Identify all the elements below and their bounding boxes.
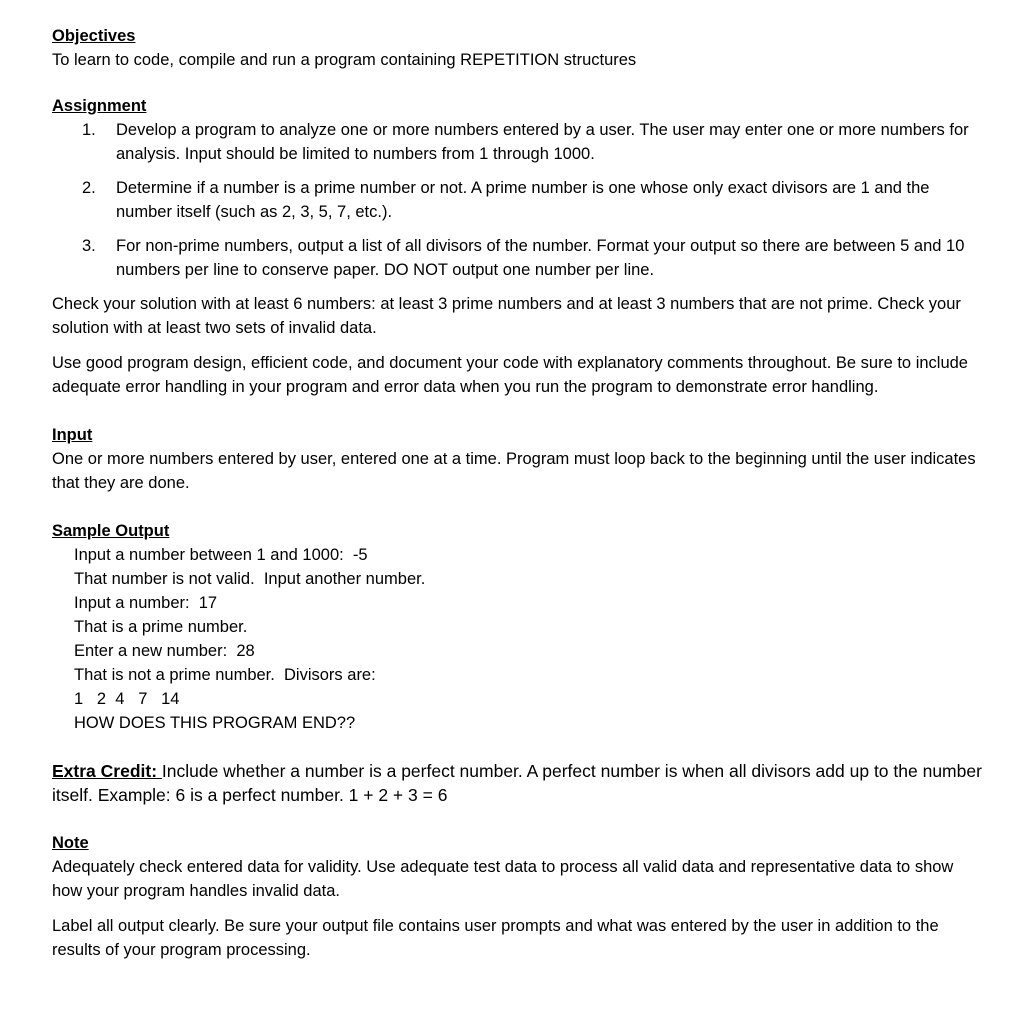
check-paragraph: Check your solution with at least 6 numbers: at least 3 prime numbers and at least 3 numbers that are not prime. Check your solution with at least two sets of invalid data. [52,295,961,337]
objectives-section [52,24,982,72]
assignment-item-number: 1. [82,121,96,139]
extra-credit-section [52,759,982,807]
assignment-document [52,24,982,962]
sample-output-line: HOW DOES THIS PROGRAM END?? [74,714,356,732]
extra-credit-text: Include whether a number is a perfect number. A perfect number is when all divisors add up to the number itself. Example: 6 is a perfect number. 1 + 2 + 3 = 6 [52,761,982,805]
input-heading: Input [52,426,93,444]
sample-output-section [52,519,982,735]
assignment-heading: Assignment [52,97,147,115]
input-section [52,423,982,495]
input-text: One or more numbers entered by user, entered one at a time. Program must loop back to the beginning until the user indicates that they are done. [52,450,976,492]
extra-credit-paragraph [52,759,982,807]
extra-credit-label: Extra Credit: [52,761,162,781]
assignment-item-text: Develop a program to analyze one or more numbers entered by a user. The user may enter one or more numbers for analysis. Input should be limited to numbers from 1 through 1000. [116,121,969,163]
objectives-text: To learn to code, compile and run a program containing REPETITION structures [52,51,637,69]
sample-output-line: Input a number: 17 [74,594,218,612]
assignment-item-3 [52,234,982,282]
sample-output-line: Input a number between 1 and 1000: -5 [74,546,368,564]
assignment-item-text: Determine if a number is a prime number or not. A prime number is one whose only exact divisors are 1 and the number itself (such as 2, 3, 5, 7, etc.). [116,179,930,221]
note-section [52,831,982,962]
assignment-item-number: 3. [82,237,96,255]
sample-output-block [52,543,982,735]
note-heading: Note [52,834,89,852]
sample-output-line: That is a prime number. [74,618,248,636]
sample-output-line: That is not a prime number. Divisors are: [74,666,376,684]
assignment-list [52,118,982,282]
sample-output-line: Enter a new number: 28 [74,642,255,660]
assignment-item-1 [52,118,982,166]
assignment-item-number: 2. [82,179,96,197]
sample-output-line: That number is not valid. Input another number. [74,570,426,588]
note-text-1: Adequately check entered data for validity. Use adequate test data to process all valid data and representative data to show how your program handles invalid data. [52,858,954,900]
objectives-heading: Objectives [52,27,136,45]
assignment-item-text: For non-prime numbers, output a list of all divisors of the number. Format your output so there are between 5 and 10 numbers per line to conserve paper. DO NOT output one number per line. [116,237,965,279]
note-text-2: Label all output clearly. Be sure your output file contains user prompts and what was entered by the user in addition to the results of your program processing. [52,917,939,959]
sample-output-heading: Sample Output [52,522,170,540]
assignment-item-2 [52,176,982,224]
assignment-section [52,94,982,399]
sample-output-line: 1 2 4 7 14 [74,690,180,708]
design-paragraph: Use good program design, efficient code, and document your code with explanatory comments throughout. Be sure to include adequate error handling in your program and error data when you run the program to demonstrate error handling. [52,354,968,396]
